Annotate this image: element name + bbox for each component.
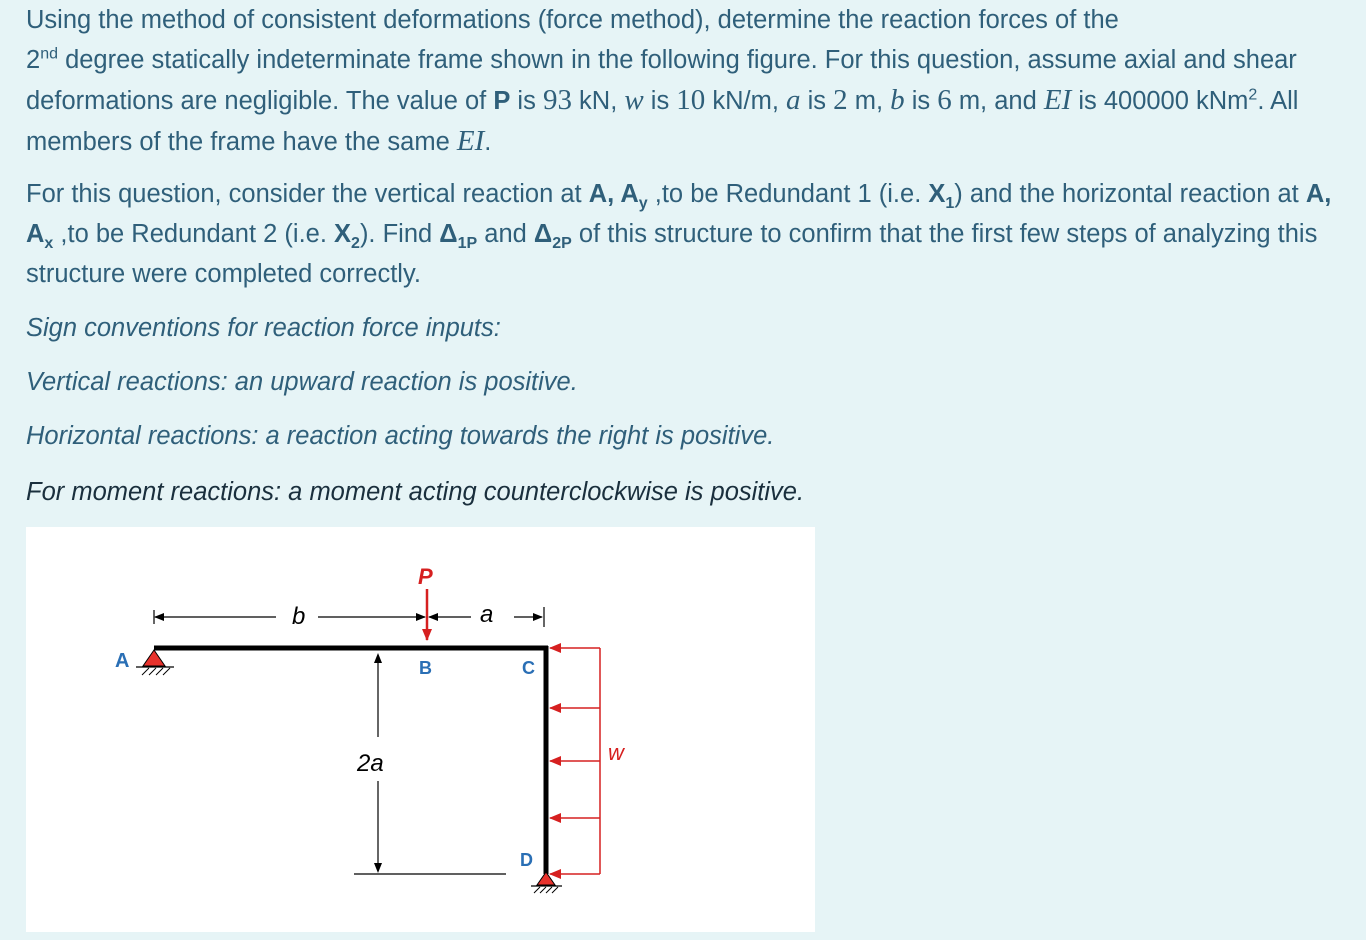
distributed-load — [550, 648, 600, 874]
pin-support-d — [531, 872, 562, 893]
node-label-a: A — [115, 650, 130, 672]
redundant-instructions: For this question, consider the vertical reaction at A, $A_y$ ,to be Redundant 1 (i.e. $X_1$) and the horizontal reaction at A, $A_x$ ,to be Redundant 2 (i.e. $X_2$). Find $\Delta_{1P}$ and $\Delta_{2P}$ of this structure to confirm that the first few steps of analyzing this structure were completed correctly. — [26, 180, 1332, 288]
pin-support-a — [136, 650, 174, 675]
label-w: w — [608, 740, 624, 765]
horizontal-sign-convention: Horizontal reactions: a reaction acting towards the right is positive. — [26, 422, 775, 450]
dimension-b — [154, 610, 427, 624]
sign-convention-heading: Sign conventions for reaction force inputs: — [26, 314, 501, 342]
node-label-b: B — [419, 658, 432, 678]
label-2a: 2a — [357, 750, 384, 777]
frame-figure — [26, 527, 815, 932]
vertical-sign-convention: Vertical reactions: an upward reaction is positive. — [26, 368, 578, 396]
moment-sign-convention: For moment reactions: a moment acting counterclockwise is positive. — [26, 478, 805, 506]
label-b: b — [292, 603, 306, 630]
label-p: P — [418, 564, 433, 589]
problem-statement: Using the method of consistent deformations (force method), determine the reaction forces of the 2nd degree statically indeterminate frame shown in the following figure. For this question, assume axial and shear deformations are negligible. The value of P is 93 kN, w is 10 kN/m, a is 2 m, b is 6 m, and EI is 400000 kNm$^2$. All members of the frame have the same EI. — [26, 6, 1299, 157]
label-a: a — [480, 601, 494, 628]
frame-diagram — [26, 527, 815, 932]
node-label-c: C — [522, 658, 535, 678]
node-label-d: D — [520, 850, 533, 870]
